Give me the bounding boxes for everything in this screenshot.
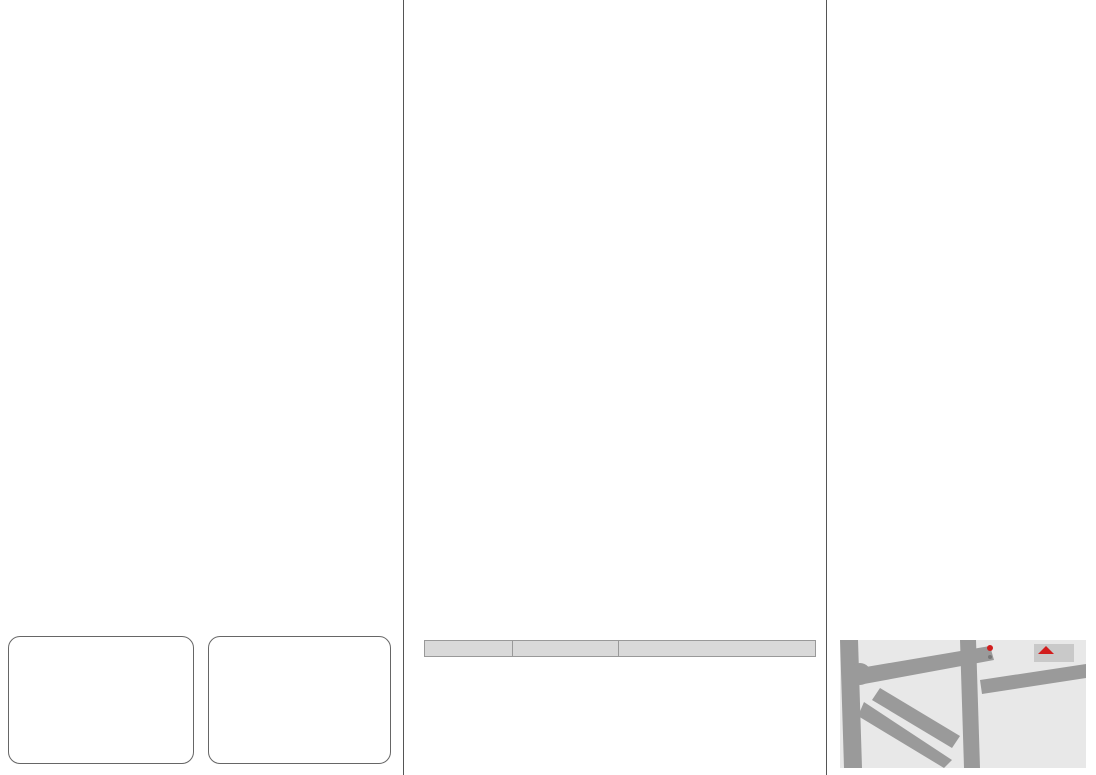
location-map[interactable] [840,640,1086,768]
divider-right [826,0,827,775]
divider-left [403,0,404,775]
dawn-worship-box [8,636,194,764]
next-gen-table [424,640,816,657]
wednesday-worship-box [208,636,391,764]
paynow-qr-code[interactable] [448,350,566,468]
